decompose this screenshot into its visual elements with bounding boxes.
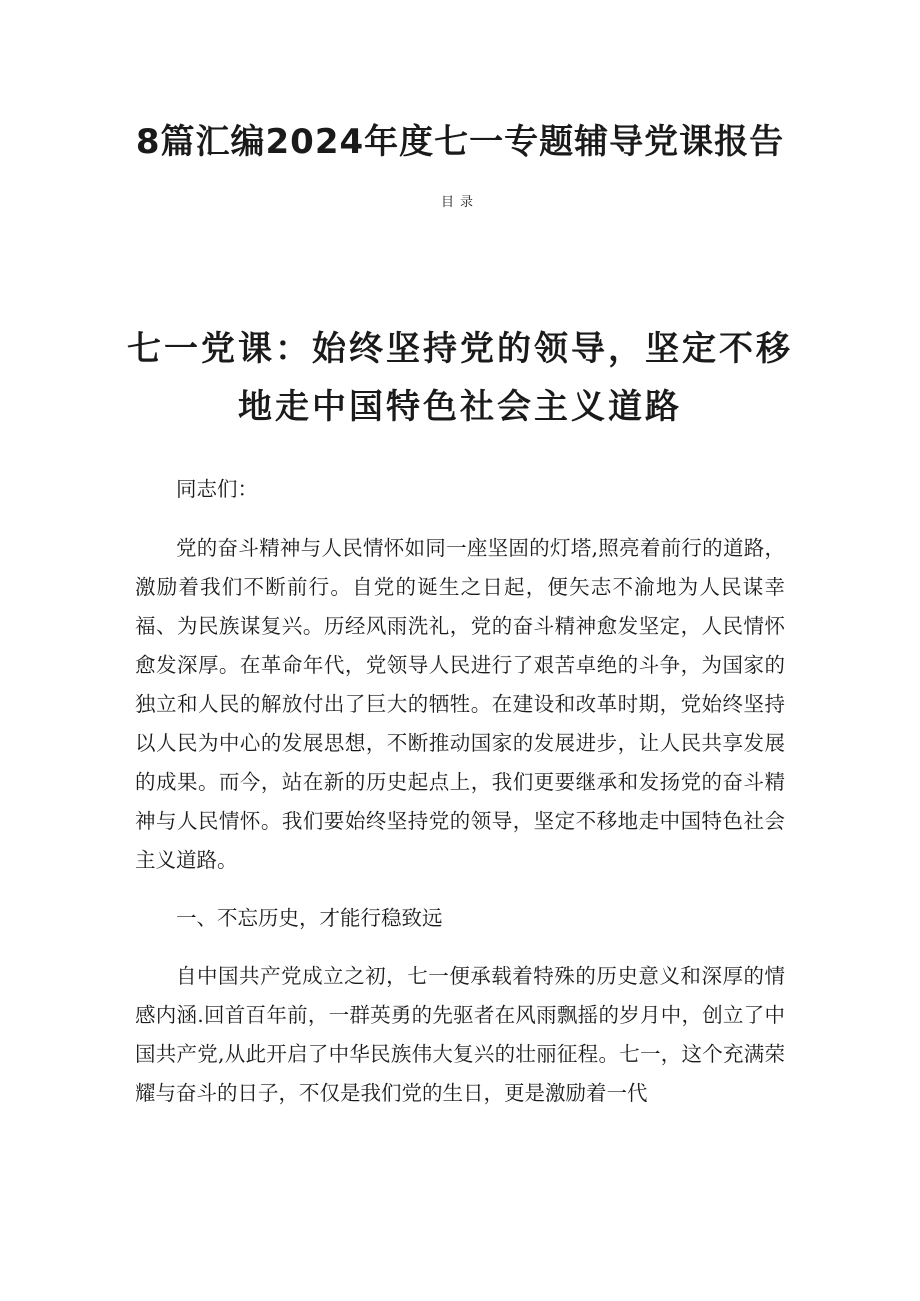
- toc-label: 目录: [440, 195, 479, 210]
- subheading-1: 一、不忘历史，才能行稳致远: [176, 906, 443, 930]
- paragraph-2: 自中国共产党成立之初，七一便承载着特殊的历史意义和深厚的情感内涵.回首百年前，一群英勇的先驱者在风雨飘摇的岁月中，创立了中国共产党,从此开启了中华民族伟大复兴的壮丽征程。七一，这个充满荣耀与奋斗的日子，不仅是我们党的生日，更是激励着一代: [135, 964, 785, 1105]
- section-heading-line-2: 地走中国特色社会主义道路: [238, 387, 682, 427]
- paragraph-1: 党的奋斗精神与人民情怀如同一座坚固的灯塔,照亮着前行的道路，激励着我们不断前行。自党的诞生之日起，便矢志不渝地为人民谋幸福、为民族谋复兴。历经风雨洗礼，党的奋斗精神愈发坚定，人民情怀愈发深厚。在革命年代，党领导人民进行了艰苦卓绝的斗争，为国家的独立和人民的解放付出了巨大的牺牲。在建设和改革时期，党始终坚持以人民为中心的发展思想，不断推动国家的发展进步，让人民共享发展的成果。而今，站在新的历史起点上，我们更要继承和发扬党的奋斗精神与人民情怀。我们要始终坚持党的领导，坚定不移地走中国特色社会主义道路。: [135, 536, 785, 872]
- section-heading-line-1: 七一党课：始终坚持党的领导，坚定不移: [127, 329, 793, 369]
- salutation: 同志们：: [176, 477, 258, 501]
- section-heading: [0, 320, 920, 436]
- body-text: [135, 470, 785, 1132]
- document-title: 8篇汇编2024年度七一专题辅导党课报告: [135, 122, 785, 162]
